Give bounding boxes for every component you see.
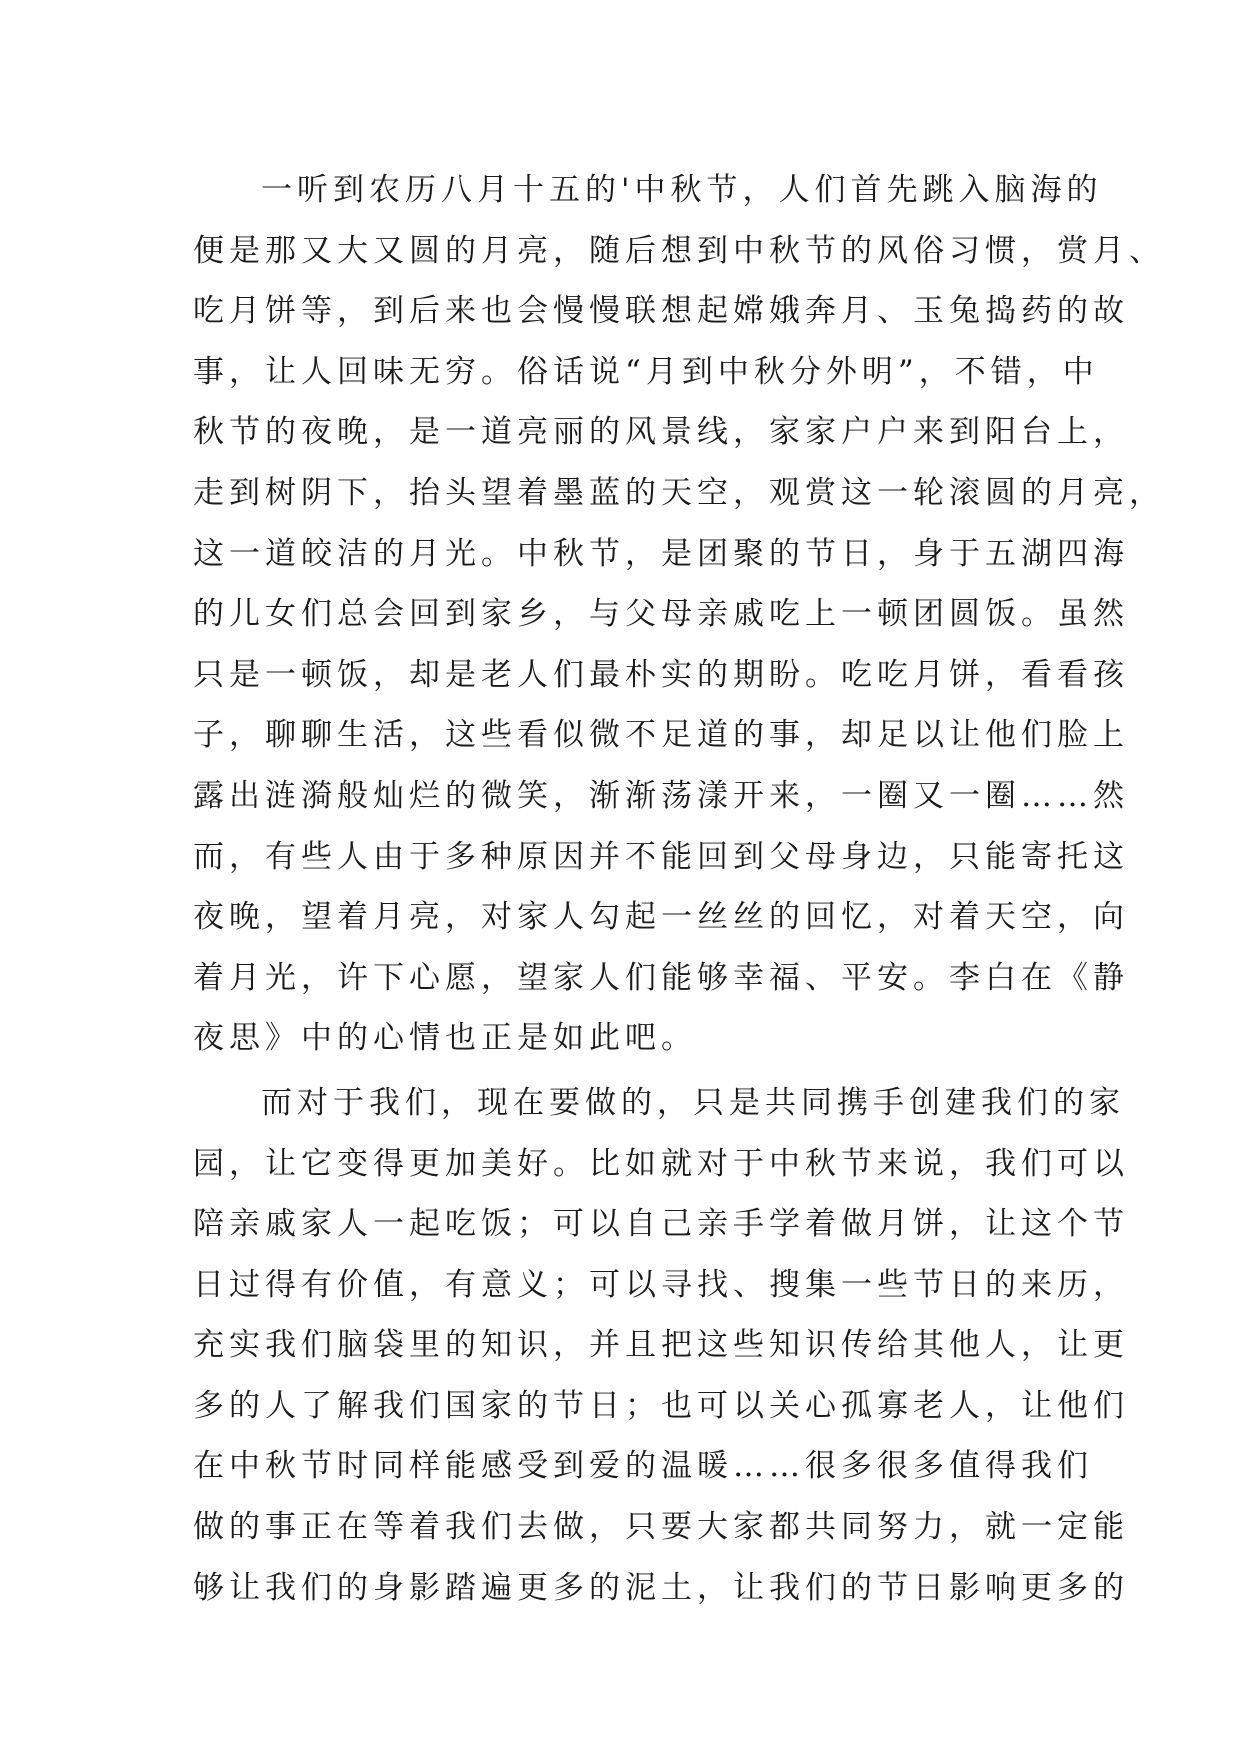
- text-line: 一听到农历八月十五的'中秋节，人们首先跳入脑海的: [261, 172, 1103, 208]
- paragraph-2: [193, 1073, 1129, 1618]
- text-line: 露出涟漪般灿烂的微笑，渐渐荡漾开来，一圈又一圈……然: [193, 777, 1129, 814]
- text-line: 秋节的夜晚，是一道亮丽的风景线，家家户户来到阳台上，: [193, 414, 1129, 451]
- text-line: 这一道皎洁的月光。中秋节，是团聚的节日，身于五湖四海: [193, 535, 1129, 572]
- text-line: 做的事正在等着我们去做，只要大家都共同努力，就一定能: [193, 1509, 1129, 1546]
- text-line: 夜晚，望着月亮，对家人勾起一丝丝的回忆，对着天空，向: [193, 899, 1129, 936]
- text-line: 在中秋节时同样能感受到爱的温暖……很多很多值得我们: [193, 1448, 1093, 1485]
- text-line: 事，让人回味无穷。俗话说“月到中秋分外明”，不错，中: [193, 353, 1099, 390]
- text-line: 吃月饼等，到后来也会慢慢联想起嫦娥奔月、玉兔捣药的故: [193, 293, 1129, 330]
- paragraph-1: [193, 160, 1165, 1069]
- text-line: 园，让它变得更加美好。比如就对于中秋节来说，我们可以: [193, 1145, 1129, 1182]
- text-line: 走到树阴下，抬头望着墨蓝的天空，观赏这一轮滚圆的月亮，: [193, 474, 1165, 511]
- text-line: 够让我们的身影踏遍更多的泥土，让我们的节日影响更多的: [193, 1569, 1129, 1606]
- text-line: 子，聊聊生活，这些看似微不足道的事，却足以让他们脸上: [193, 717, 1129, 754]
- document-body: [193, 160, 1165, 1618]
- text-line: 的儿女们总会回到家乡，与父母亲戚吃上一顿团圆饭。虽然: [193, 596, 1129, 633]
- text-line: 而对于我们，现在要做的，只是共同携手创建我们的家: [261, 1084, 1125, 1121]
- text-line: 便是那又大又圆的月亮，随后想到中秋节的风俗习惯，赏月、: [193, 232, 1165, 269]
- text-line: 日过得有价值，有意义；可以寻找、搜集一些节日的来历，: [193, 1266, 1129, 1303]
- text-line: 着月光，许下心愿，望家人们能够幸福、平安。李白在《静: [193, 959, 1129, 996]
- text-line: 多的人了解我们国家的节日；也可以关心孤寡老人，让他们: [193, 1387, 1129, 1424]
- text-line: 陪亲戚家人一起吃饭；可以自己亲手学着做月饼，让这个节: [193, 1206, 1129, 1243]
- text-line: 充实我们脑袋里的知识，并且把这些知识传给其他人，让更: [193, 1327, 1129, 1364]
- text-line: 而，有些人由于多种原因并不能回到父母身边，只能寄托这: [193, 838, 1129, 875]
- text-line: 只是一顿饭，却是老人们最朴实的期盼。吃吃月饼，看看孩: [193, 656, 1129, 693]
- text-line: 夜思》中的心情也正是如此吧。: [193, 1020, 697, 1057]
